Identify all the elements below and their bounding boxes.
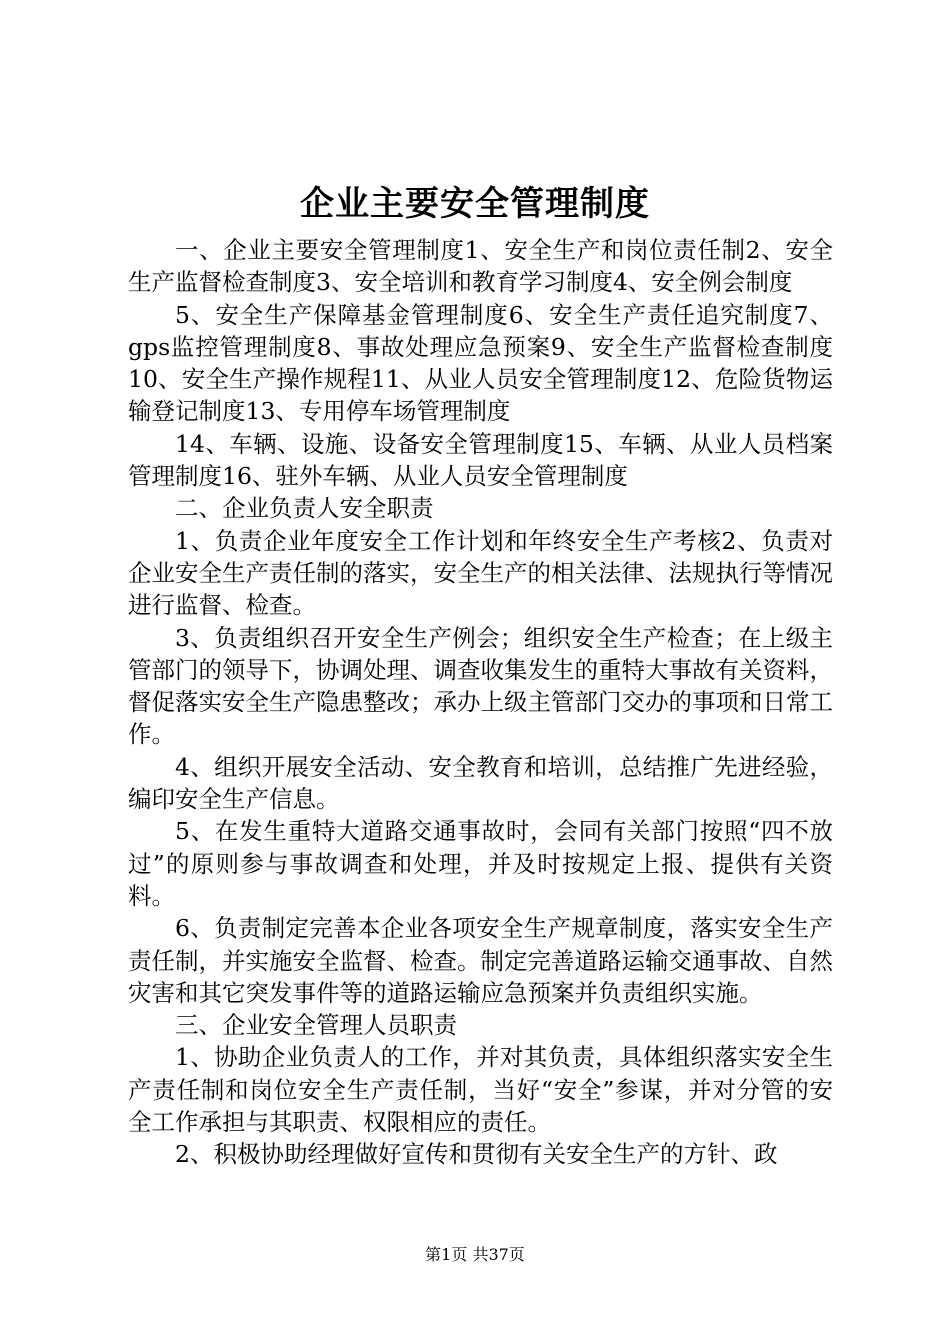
section-heading: 三、企业安全管理人员职责 xyxy=(175,1011,457,1040)
paragraph: 5、在发生重特大道路交通事故时，会同有关部门按照“四不放过”的原则参与事故调查和处理，并及时按规定上报、提供有关资料。 xyxy=(128,817,833,910)
document-title: 企业主要安全管理制度 xyxy=(300,184,650,224)
paragraph: 14、车辆、设施、设备安全管理制度15、车辆、从业人员档案管理制度16、驻外车辆、从业人员安全管理制度 xyxy=(128,429,833,491)
paragraph: 6、负责制定完善本企业各项安全生产规章制度，落实安全生产责任制，并实施安全监督、检查。制定完善道路运输交通事故、自然灾害和其它突发事件等的道路运输应急预案并负责组织实施。 xyxy=(128,914,833,1007)
document-body xyxy=(128,234,833,1171)
paragraph: 1、负责企业年度安全工作计划和年终安全生产考核2、负责对企业安全生产责任制的落实，安全生产的相关法律、法规执行等情况进行监督、检查。 xyxy=(128,526,833,620)
paragraph: 5、安全生产保障基金管理制度6、安全生产责任追究制度7、gps监控管理制度8、事故处理应急预案9、安全生产监督检查制度10、安全生产操作规程11、从业人员安全管理制度12、危险货物运输登记制度13、专用停车场管理制度 xyxy=(128,300,833,426)
paragraph: 一、企业主要安全管理制度1、安全生产和岗位责任制2、安全生产监督检查制度3、安全培训和教育学习制度4、安全例会制度 xyxy=(128,236,833,297)
paragraph: 2、积极协助经理做好宣传和贯彻有关安全生产的方针、政 xyxy=(175,1140,778,1169)
paragraph: 4、组织开展安全活动、安全教育和培训，总结推广先进经验，编印安全生产信息。 xyxy=(128,752,833,814)
page-number-footer: 第1页 共37页 xyxy=(425,1245,525,1264)
paragraph: 3、负责组织召开安全生产例会；组织安全生产检查；在上级主管部门的领导下，协调处理、调查收集发生的重特大事故有关资料，督促落实安全生产隐患整改；承办上级主管部门交办的事项和日常工作。 xyxy=(128,623,833,749)
paragraph: 1、协助企业负责人的工作，并对其负责，具体组织落实安全生产责任制和岗位安全生产责任制，当好“安全”参谋，并对分管的安全工作承担与其职责、权限相应的责任。 xyxy=(128,1043,833,1137)
section-heading: 二、企业负责人安全职责 xyxy=(175,494,434,523)
